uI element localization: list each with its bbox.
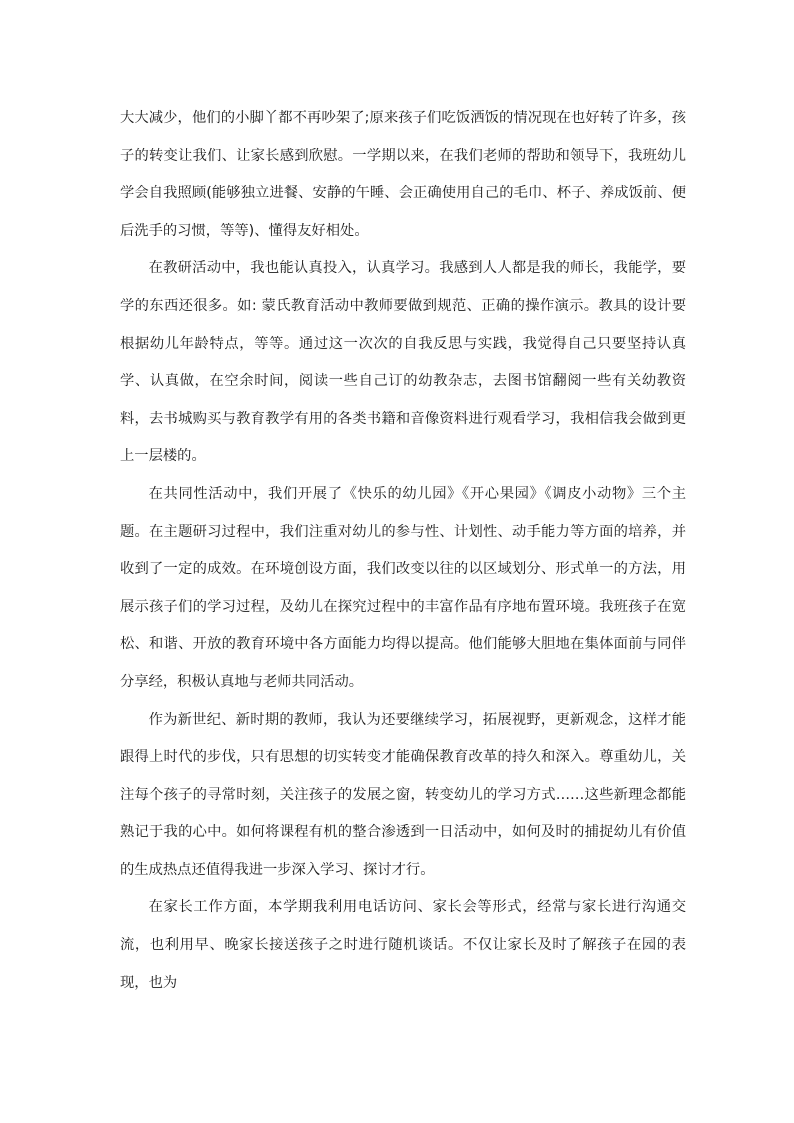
paragraph-1: 大大减少，他们的小脚丫都不再吵架了;原来孩子们吃饭洒饭的情况现在也好转了许多，孩子的转变让我们、让家长感到欣慰。一学期以来，在我们老师的帮助和领导下，我班幼儿学会自我照顾(能够独立进餐、安静的午睡、会正确使用自己的毛巾、杯子、养成饭前、便后洗手的习惯，等等)、懂得友好相处。 <box>120 110 686 239</box>
paragraph-3: 在共同性活动中，我们开展了《快乐的幼儿园》《开心果园》《调皮小动物》三个主题。在主题研习过程中，我们注重对幼儿的参与性、计划性、动手能力等方面的培养，并收到了一定的成效。在环境创设方面，我们改变以往的以区域划分、形式单一的方法，用展示孩子们的学习过程，及幼儿在探究过程中的丰富作品有序地布置环境。我班孩子在宽松、和谐、开放的教育环境中各方面能力均得以提高。他们能够大胆地在集体面前与同伴分享经，积极认真地与老师共同活动。 <box>120 485 686 690</box>
paragraph-5: 在家长工作方面，本学期我利用电话访问、家长会等形式，经常与家长进行沟通交流，也利用早、晚家长接送孩子之时进行随机谈话。不仅让家长及时了解孩子在园的表现，也为 <box>120 899 686 991</box>
document-body <box>120 100 686 1002</box>
paragraph-2: 在教研活动中，我也能认真投入，认真学习。我感到人人都是我的师长，我能学，要学的东西还很多。如: 蒙氏教育活动中教师要做到规范、正确的操作演示。教具的设计要根据幼儿年龄特点，等等。通过这一次次的自我反思与实践，我觉得自己只要坚持认真学、认真做，在空余时间，阅读一些自己订的幼教杂志，去图书馆翻阅一些有关幼教资料，去书城购买与教育教学有用的各类书籍和音像资料进行观看学习，我相信我会做到更上一层楼的。 <box>120 260 686 465</box>
paragraph-4: 作为新世纪、新时期的教师，我认为还要继续学习，拓展视野，更新观念，这样才能跟得上时代的步伐，只有思想的切实转变才能确保教育改革的持久和深入。尊重幼儿，关注每个孩子的寻常时刻，关注孩子的发展之窗，转变幼儿的学习方式……这些新理念都能熟记于我的心中。如何将课程有机的整合渗透到一日活动中，如何及时的捕捉幼儿有价值的生成热点还值得我进一步深入学习、探讨才行。 <box>120 711 686 878</box>
